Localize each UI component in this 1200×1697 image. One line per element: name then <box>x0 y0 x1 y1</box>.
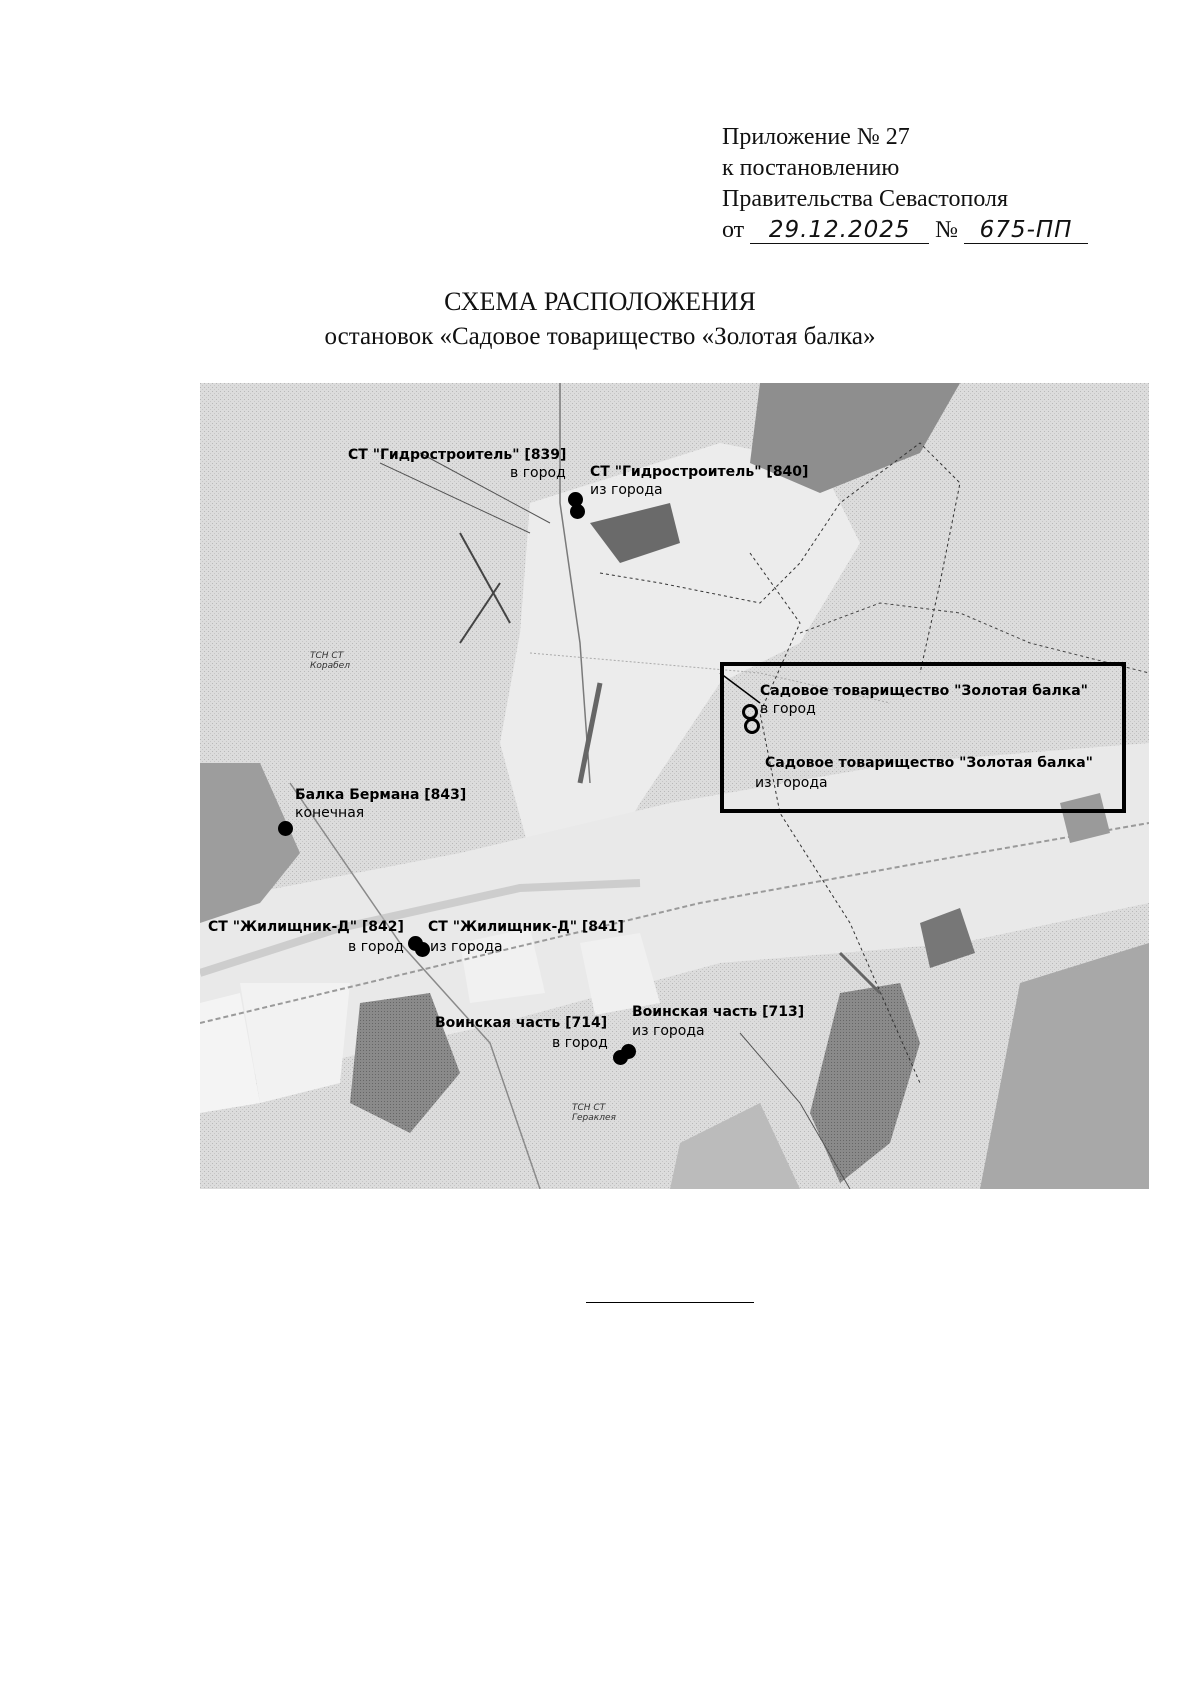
bottom-rule <box>586 1302 754 1303</box>
stop-714-direction: в город <box>552 1035 608 1051</box>
annex-to-resolution: к постановлению <box>722 155 900 181</box>
place-label-geraklea: ТСН СТ Гераклея <box>572 1103 616 1123</box>
stop-839-direction: в город <box>510 465 566 481</box>
date-prefix: от <box>722 217 745 243</box>
stop-839-name: СТ "Гидростроитель" [839] <box>348 447 567 463</box>
stop-marker-713[interactable] <box>621 1044 636 1059</box>
stop-zolotaya-balka-from-city-name: Садовое товарищество "Золотая балка" <box>765 755 1093 771</box>
annex-date-number-line <box>722 215 1088 246</box>
stop-840-direction: из города <box>590 482 663 498</box>
stop-843-name: Балка Бермана [843] <box>295 787 467 803</box>
stop-zolotaya-balka-to-city-direction: в город <box>760 701 816 717</box>
stop-841-direction: из города <box>430 939 503 955</box>
stop-713-direction: из города <box>632 1023 705 1039</box>
scheme-title: СХЕМА РАСПОЛОЖЕНИЯ <box>444 287 756 316</box>
annex-title: Приложение № 27 <box>722 124 910 150</box>
stop-842-name: СТ "Жилищник-Д" [842] <box>208 919 404 935</box>
annex-header <box>722 122 1088 246</box>
scheme-subtitle: остановок «Садовое товарищество «Золотая балка» <box>324 323 876 350</box>
stop-marker-841[interactable] <box>415 942 430 957</box>
stop-714-name: Воинская часть [714] <box>435 1015 608 1031</box>
stop-840-name: СТ "Гидростроитель" [840] <box>590 464 809 480</box>
stop-zolotaya-balka-to-city-name: Садовое товарищество "Золотая балка" <box>760 683 1088 699</box>
stop-843-direction: конечная <box>295 805 365 821</box>
handwritten-number: 675-ПП <box>964 217 1088 244</box>
number-prefix: № <box>935 217 959 243</box>
place-label-korabel: ТСН СТ Корабел <box>310 651 350 671</box>
stop-713-name: Воинская часть [713] <box>632 1004 805 1020</box>
stop-marker-zolotaya-balka-from-city[interactable] <box>744 718 760 734</box>
stop-marker-840[interactable] <box>570 504 585 519</box>
stop-zolotaya-balka-from-city-direction: из города <box>755 775 828 791</box>
map-area <box>200 383 1149 1189</box>
stop-marker-843[interactable] <box>278 821 293 836</box>
annex-government: Правительства Севастополя <box>722 186 1009 212</box>
stop-841-name: СТ "Жилищник-Д" [841] <box>428 919 624 935</box>
stop-842-direction: в город <box>348 939 404 955</box>
handwritten-date: 29.12.2025 <box>750 217 929 244</box>
